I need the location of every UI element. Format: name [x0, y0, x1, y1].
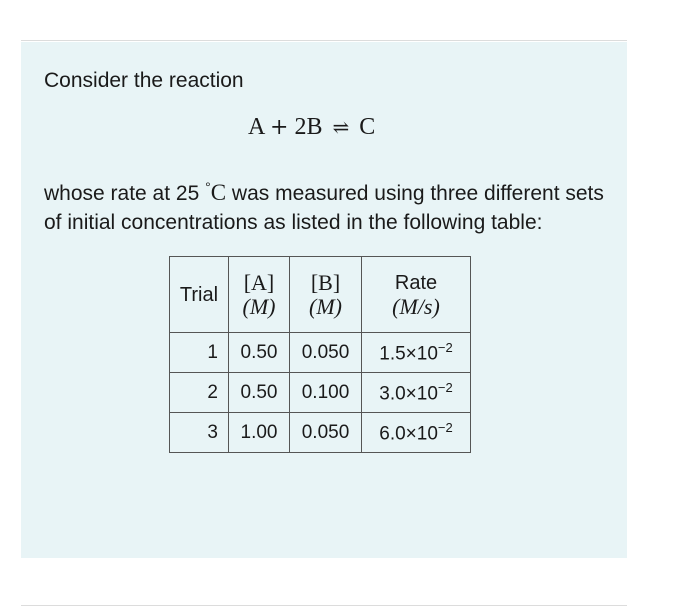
- trial-number: 2: [170, 373, 229, 413]
- reaction-equation: [248, 114, 375, 141]
- equilibrium-arrow-icon: ⇌: [332, 115, 350, 139]
- table-header-row: [170, 257, 471, 333]
- header-conc-b-label: [B]: [310, 269, 341, 295]
- header-rate: [362, 257, 471, 333]
- table-row: [170, 373, 471, 413]
- rate-value: $3.0\times 10^{-2}$: [362, 373, 471, 413]
- rate-data-table: [169, 256, 471, 453]
- question-panel: [21, 42, 627, 558]
- header-rate-label: Rate: [394, 271, 438, 294]
- reactant-a: A: [248, 114, 265, 140]
- top-divider: [21, 40, 627, 41]
- rate-value: $6.0\times 10^{-2}$: [362, 413, 471, 453]
- header-conc-b: [290, 257, 362, 333]
- header-trial: Trial: [170, 257, 229, 333]
- conc-b-value: 0.100: [290, 373, 362, 413]
- header-rate-unit: (M/s): [392, 293, 440, 319]
- conc-b-value: 0.050: [290, 413, 362, 453]
- trial-number: 1: [170, 333, 229, 373]
- trial-number: 3: [170, 413, 229, 453]
- bottom-divider: [21, 605, 627, 606]
- header-conc-b-unit: (M): [309, 293, 342, 319]
- degree-symbol: °: [205, 179, 211, 195]
- header-conc-a: [229, 257, 290, 333]
- reactant-b: 2B: [294, 114, 323, 140]
- conc-a-value: 1.00: [229, 413, 290, 453]
- description-text: whose rate at 25 °C was measured using three different sets of initial concentrations as listed in the following table:: [44, 179, 604, 234]
- product-c: C: [359, 114, 376, 140]
- header-conc-a-unit: (M): [242, 293, 276, 319]
- table-row: [170, 333, 471, 373]
- intro-text: Consider the reaction: [44, 69, 244, 92]
- conc-a-value: 0.50: [229, 373, 290, 413]
- temperature-unit: C: [210, 180, 227, 205]
- conc-a-value: 0.50: [229, 333, 290, 373]
- table-row: [170, 413, 471, 453]
- conc-b-value: 0.050: [290, 333, 362, 373]
- header-conc-a-label: [A]: [243, 269, 275, 295]
- plus-sign: +: [270, 115, 289, 140]
- rate-value: $1.5\times 10^{-2}$: [362, 333, 471, 373]
